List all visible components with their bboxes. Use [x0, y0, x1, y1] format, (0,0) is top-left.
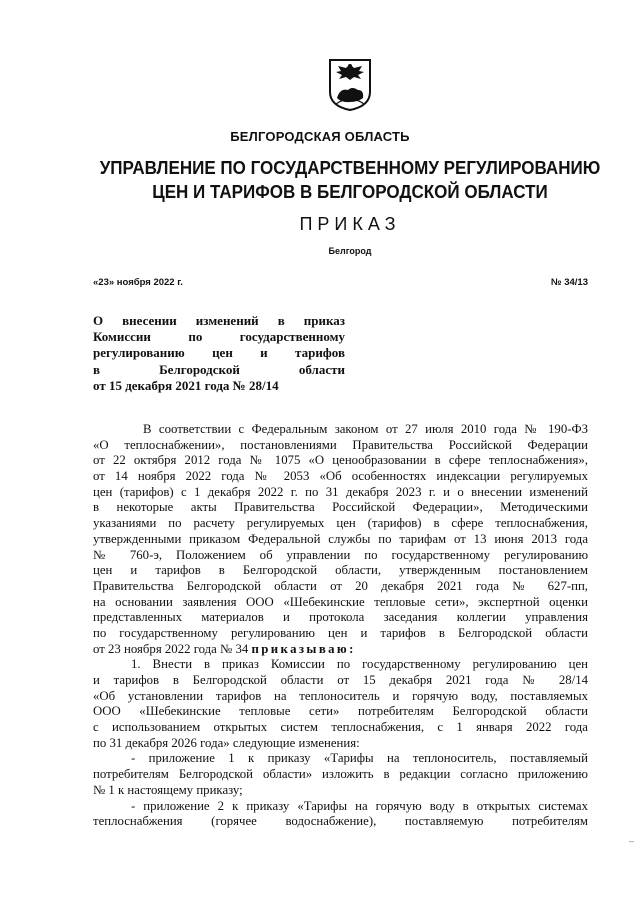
- order-command: приказываю:: [251, 641, 356, 656]
- body-line: В соответствии с Федеральным законом от 27 июля 2010 года № 190-ФЗ: [143, 422, 588, 436]
- body-line: на основании заявления ООО «Шебекинские тепловые сети», экспертной оценки: [93, 594, 588, 609]
- coat-of-arms-icon: [328, 58, 372, 112]
- office-title-line-2: ЦЕН И ТАРИФОВ В БЕЛГОРОДСКОЙ ОБЛАСТИ: [152, 181, 548, 202]
- body-line: от 14 ноября 2022 года № 2053 «Об особенностях индексации регулируемых: [93, 469, 588, 484]
- order-subject: [93, 313, 345, 394]
- body-line: указаниями по расчету регулируемых цен (тарифов) в сфере теплоснабжения,: [93, 516, 588, 531]
- bullet-line: потребителям Белгородской области» изложить в редакции согласно приложению: [93, 767, 588, 782]
- subject-line: от 15 декабря 2021 года № 28/14: [93, 377, 279, 393]
- document-type: ПРИКАЗ: [299, 214, 401, 234]
- body-line: Правительства Белгородской области от 20 декабря 2021 года № 627-пп,: [93, 578, 588, 593]
- bullet-line: теплоснабжения (горячее водоснабжение), поставляемую потребителям: [93, 814, 588, 829]
- office-title-line-1: УПРАВЛЕНИЕ ПО ГОСУДАРСТВЕННОМУ РЕГУЛИРОВАНИЮ: [99, 157, 601, 178]
- region-title: БЕЛГОРОДСКАЯ ОБЛАСТЬ: [230, 129, 410, 144]
- order-date: «23» ноября 2022 г.: [93, 277, 183, 288]
- order-body: [93, 422, 588, 830]
- subject-line: О внесении изменений в приказ: [93, 313, 345, 328]
- body-line: утвержденными приказом Федеральной службы по тарифам от 13 июня 2013 года: [93, 531, 588, 546]
- clause-line: по 31 декабря 2026 года» следующие изменения:: [93, 735, 360, 750]
- bullet-line: - приложение 2 к приказу «Тарифы на горячую воду в открытых системах: [131, 798, 588, 813]
- bullet-line: № 1 к настоящему приказу;: [93, 782, 243, 797]
- clause-line: ООО «Шебекинские тепловые сети» потребителям Белгородской области: [93, 704, 588, 719]
- subject-line: Комиссии по государственному: [93, 329, 345, 345]
- body-line: представленных материалов и протокола заседания коллегии управления: [93, 610, 588, 625]
- body-line: № 760-э, Положением об управлении по государственному регулированию: [93, 547, 588, 562]
- body-line: «О теплоснабжении», постановлениями Правительства Российской Федерации: [93, 437, 588, 452]
- city-label: Белгород: [328, 246, 372, 256]
- clause-line: с использованием открытых систем теплоснабжения, с 1 января 2022 года: [93, 720, 588, 735]
- order-line-text: от 23 ноября 2022 года № 34: [93, 641, 249, 656]
- bullet-line: - приложение 1 к приказу «Тарифы на теплоноситель, поставляемый: [131, 751, 588, 766]
- body-line: в некоторые акты Правительства Российской Федерации», Методическими: [93, 500, 588, 515]
- body-line: цен (тарифов) с 1 декабря 2022 г. по 31 декабря 2023 г. и о внесении изменений: [93, 484, 588, 499]
- order-number: № 34/13: [550, 277, 588, 288]
- body-line: от 22 октября 2012 года № 1075 «О ценообразовании в сфере теплоснабжения»,: [93, 453, 588, 468]
- clause-line: «Об установлении тарифов на теплоноситель и горячую воду, поставляемых: [93, 688, 588, 703]
- subject-line: в Белгородской области: [93, 361, 345, 377]
- clause-line: 1. Внести в приказ Комиссии по государственному регулированию цен: [131, 657, 588, 672]
- body-line: цен и тарифов в Белгородской области, утвержденным постановлением: [93, 563, 588, 578]
- order-line: [93, 642, 588, 658]
- subject-line: регулированию цен и тарифов: [93, 345, 345, 361]
- body-line: по государственному регулированию цен и тарифов в Белгородской области: [93, 625, 588, 640]
- margin-mark: _: [628, 832, 634, 842]
- clause-line: и тарифов в Белгородской области от 15 декабря 2021 года № 28/14: [93, 673, 588, 687]
- office-title: [83, 156, 617, 204]
